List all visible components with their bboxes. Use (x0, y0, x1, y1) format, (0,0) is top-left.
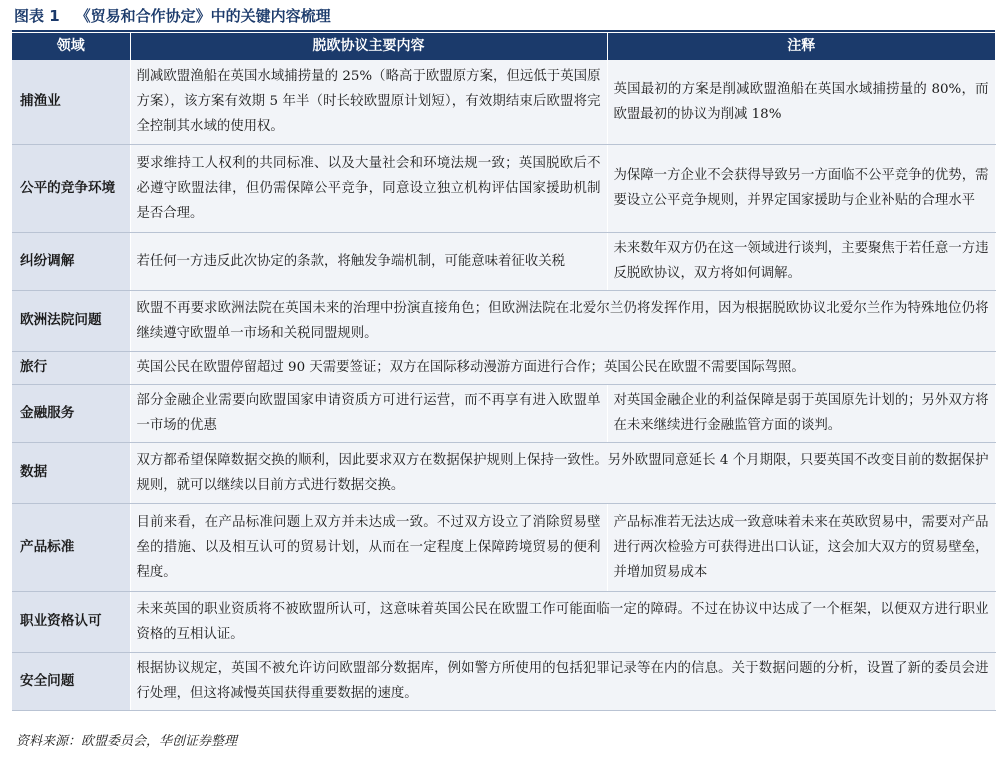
row-domain: 数据 (12, 442, 130, 503)
row-domain: 金融服务 (12, 384, 130, 442)
table-row (12, 351, 995, 384)
row-content: 削减欧盟渔船在英国水域捕捞量的 25%（略高于欧盟原方案，但远低于英国原方案），该方案有效期 5 年半（时长较欧盟原计划短），有效期结束后欧盟将完全控制其水域的使用权。 (130, 60, 607, 144)
table-row (12, 503, 995, 591)
agreement-table (12, 33, 996, 711)
figure-title (14, 5, 331, 26)
row-domain: 捕渔业 (12, 60, 130, 144)
column-header-notes: 注释 (607, 33, 995, 60)
source-note: 资料来源：欧盟委员会，华创证券整理 (16, 734, 238, 749)
row-domain: 旅行 (12, 351, 130, 384)
row-content: 英国公民在欧盟停留超过 90 天需要签证；双方在国际移动漫游方面进行合作；英国公民在欧盟不需要国际驾照。 (130, 351, 995, 384)
table-row (12, 60, 995, 144)
row-notes: 英国最初的方案是削减欧盟渔船在英国水域捕捞量的 80%，而欧盟最初的协议为削减 18% (607, 60, 995, 144)
table-row (12, 290, 995, 351)
row-domain: 产品标准 (12, 503, 130, 591)
table-row (12, 442, 995, 503)
row-content: 部分金融企业需要向欧盟国家申请资质方可进行运营，而不再享有进入欧盟单一市场的优惠 (130, 384, 607, 442)
title-rule (12, 30, 995, 32)
row-content: 根据协议规定，英国不被允许访问欧盟部分数据库，例如警方所使用的包括犯罪记录等在内的信息。关于数据问题的分析，设置了新的委员会进行处理，但这将减慢英国获得重要数据的速度。 (130, 652, 995, 710)
column-header-content: 脱欧协议主要内容 (130, 33, 607, 60)
row-content: 双方都希望保障数据交换的顺利，因此要求双方在数据保护规则上保持一致性。另外欧盟同意延长 4 个月期限，只要英国不改变目前的数据保护规则，就可以继续以目前方式进行数据交换。 (130, 442, 995, 503)
row-domain: 安全问题 (12, 652, 130, 710)
row-notes: 未来数年双方仍在这一领域进行谈判，主要聚焦于若任意一方违反脱欧协议，双方将如何调解。 (607, 232, 995, 290)
row-content: 欧盟不再要求欧洲法院在英国未来的治理中扮演直接角色；但欧洲法院在北爱尔兰仍将发挥作用，因为根据脱欧协议北爱尔兰作为特殊地位仍将继续遵守欧盟单一市场和关税同盟规则。 (130, 290, 995, 351)
row-content: 要求维持工人权利的共同标准、以及大量社会和环境法规一致；英国脱欧后不必遵守欧盟法律，但仍需保障公平竞争，同意设立独立机构评估国家援助机制是否合理。 (130, 144, 607, 232)
row-content: 若任何一方违反此次协定的条款，将触发争端机制，可能意味着征收关税 (130, 232, 607, 290)
column-header-domain: 领域 (12, 33, 130, 60)
row-notes: 对英国金融企业的利益保障是弱于英国原先计划的；另外双方将在未来继续进行金融监管方面的谈判。 (607, 384, 995, 442)
row-domain: 公平的竞争环境 (12, 144, 130, 232)
row-notes: 产品标准若无法达成一致意味着未来在英欧贸易中，需要对产品进行两次检验方可获得进出口认证，这会加大双方的贸易壁垒，并增加贸易成本 (607, 503, 995, 591)
row-domain: 纠纷调解 (12, 232, 130, 290)
table-row (12, 652, 995, 710)
row-domain: 职业资格认可 (12, 591, 130, 652)
row-content: 目前来看，在产品标准问题上双方并未达成一致。不过双方设立了消除贸易壁垒的措施、以及相互认可的贸易计划，从而在一定程度上保障跨境贸易的便利程度。 (130, 503, 607, 591)
table-row (12, 144, 995, 232)
row-domain: 欧洲法院问题 (12, 290, 130, 351)
table-row (12, 384, 995, 442)
table-header-row (12, 33, 995, 60)
figure-label: 图表 1 (14, 7, 60, 25)
table-row (12, 232, 995, 290)
row-notes: 为保障一方企业不会获得导致另一方面临不公平竞争的优势，需要设立公平竞争规则，并界定国家援助与企业补贴的合理水平 (607, 144, 995, 232)
figure-title-text: 《贸易和合作协定》中的关键内容梳理 (75, 7, 331, 25)
table-row (12, 591, 995, 652)
row-content: 未来英国的职业资质将不被欧盟所认可，这意味着英国公民在欧盟工作可能面临一定的障碍。不过在协议中达成了一个框架，以便双方进行职业资格的互相认证。 (130, 591, 995, 652)
